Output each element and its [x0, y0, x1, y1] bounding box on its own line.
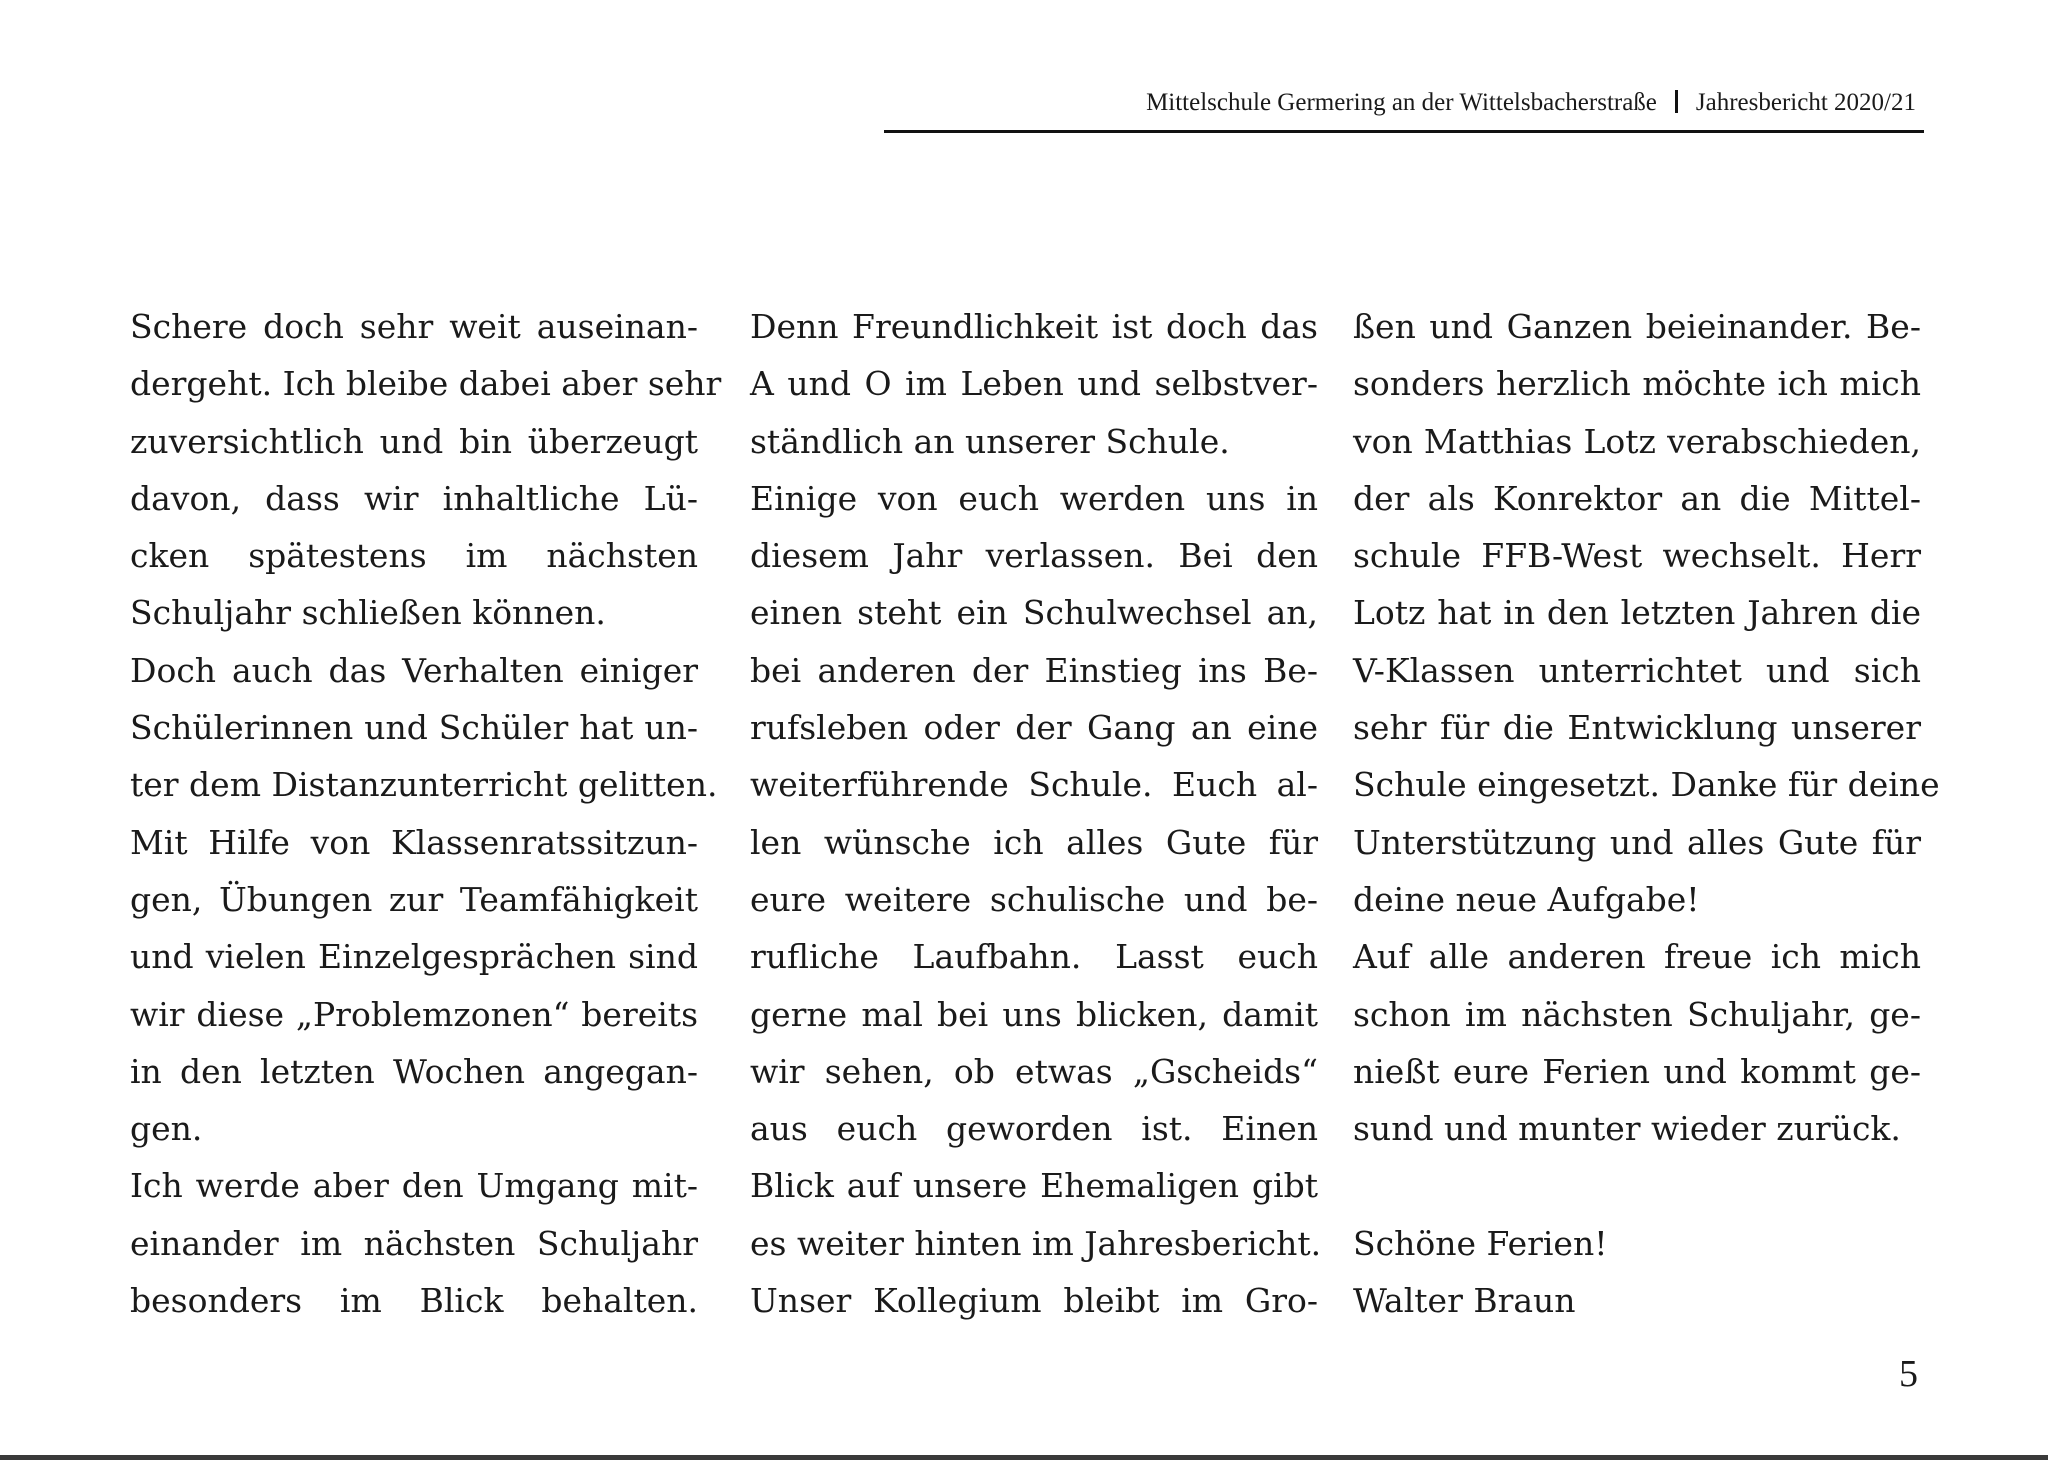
text-line: einen steht ein Schulwechsel an, [750, 593, 1318, 633]
text-line: Unterstützung und alles Gute für [1353, 822, 1921, 862]
text-line: Schule eingesetzt. Danke für deine [1353, 765, 1940, 805]
text-line: Doch auch das Verhalten einiger [130, 650, 698, 690]
text-line: schule FFB-West wechselt. Herr [1353, 536, 1921, 576]
text-line: in den letzten Wochen angegan- [130, 1051, 698, 1091]
closing-greeting: Schöne Ferien! [1353, 1223, 1608, 1263]
text-line: zuversichtlich und bin überzeugt [130, 421, 698, 461]
text-line: sund und munter wieder zurück. [1353, 1109, 1901, 1149]
text-line: cken spätestens im nächsten [130, 536, 698, 576]
text-line: Denn Freundlichkeit ist doch das [750, 307, 1318, 346]
text-column-2 [750, 298, 1322, 1329]
text-line: einander im nächsten Schuljahr [130, 1223, 698, 1263]
text-line: ter dem Distanzunterricht gelitten. [130, 765, 718, 805]
text-line: Schülerinnen und Schüler hat un- [130, 708, 698, 748]
text-line: Ich werde aber den Umgang mit- [130, 1166, 698, 1206]
text-line: V-Klassen unterrichtet und sich [1353, 650, 1921, 690]
text-line: wir sehen, ob etwas „Gscheids“ [750, 1051, 1318, 1091]
text-line: ständlich an unserer Schule. [750, 421, 1230, 461]
footer-rule [0, 1455, 2048, 1460]
text-line: es weiter hinten im Jahresbericht. [750, 1223, 1322, 1263]
text-line: Auf alle anderen freue ich mich [1353, 937, 1921, 977]
text-line: schon im nächsten Schuljahr, ge- [1353, 994, 1921, 1034]
text-line: von Matthias Lotz verabschieden, [1353, 421, 1921, 461]
text-line: gen. [130, 1109, 203, 1149]
text-line: rufsleben oder der Gang an eine [750, 708, 1318, 748]
text-line: Blick auf unsere Ehemaligen gibt [750, 1166, 1318, 1206]
text-line: der als Konrektor an die Mittel- [1353, 478, 1921, 518]
text-line: dergeht. Ich bleibe dabei aber sehr [130, 364, 722, 404]
text-line: Unser Kollegium bleibt im Gro- [750, 1281, 1318, 1321]
text-line: rufliche Laufbahn. Lasst euch [750, 937, 1318, 977]
text-line: eure weitere schulische und be- [750, 879, 1318, 919]
text-line: wir diese „Problemzonen“ bereits [130, 994, 698, 1034]
signature-name: Walter Braun [1353, 1281, 1576, 1321]
text-line: davon, dass wir inhaltliche Lü- [130, 478, 698, 518]
text-line: deine neue Aufgabe! [1353, 879, 1700, 919]
page-number: 5 [1899, 1353, 1918, 1395]
header-school-name: Mittelschule Germering an der Wittelsbacherstraße [1146, 89, 1657, 116]
header-separator [1675, 90, 1678, 113]
text-line: Schere doch sehr weit auseinan- [130, 307, 698, 346]
text-line: sehr für die Entwicklung unserer [1353, 708, 1921, 748]
header-text [1146, 86, 1916, 120]
text-line: Schuljahr schließen können. [130, 593, 606, 633]
text-line: weiterführende Schule. Euch al- [750, 765, 1318, 805]
text-line: sonders herzlich möchte ich mich [1353, 364, 1921, 404]
text-line: Lotz hat in den letzten Jahren die [1353, 593, 1921, 633]
text-line: gen, Übungen zur Teamfähigkeit [130, 879, 698, 919]
page-header [884, 86, 1924, 133]
text-line: ßen und Ganzen beieinander. Be- [1353, 307, 1921, 346]
text-line: besonders im Blick behalten. [130, 1281, 698, 1321]
text-line: bei anderen der Einstieg ins Be- [750, 650, 1318, 690]
text-line: und vielen Einzelgesprächen sind [130, 937, 698, 977]
text-line: Einige von euch werden uns in [750, 478, 1318, 518]
text-line: diesem Jahr verlassen. Bei den [750, 536, 1318, 576]
text-line: gerne mal bei uns blicken, damit [750, 994, 1318, 1034]
text-line: len wünsche ich alles Gute für [750, 822, 1318, 862]
text-line: A und O im Leben und selbstver- [750, 364, 1318, 404]
text-line: aus euch geworden ist. Einen [750, 1109, 1318, 1149]
text-line: nießt eure Ferien und kommt ge- [1353, 1051, 1921, 1091]
text-column-3 [1353, 298, 1940, 1329]
text-column-1 [130, 298, 722, 1329]
header-report-title: Jahresbericht 2020/21 [1695, 89, 1916, 116]
text-line: Mit Hilfe von Klassenratssitzun- [130, 822, 698, 862]
blank-line [1353, 1157, 1921, 1214]
